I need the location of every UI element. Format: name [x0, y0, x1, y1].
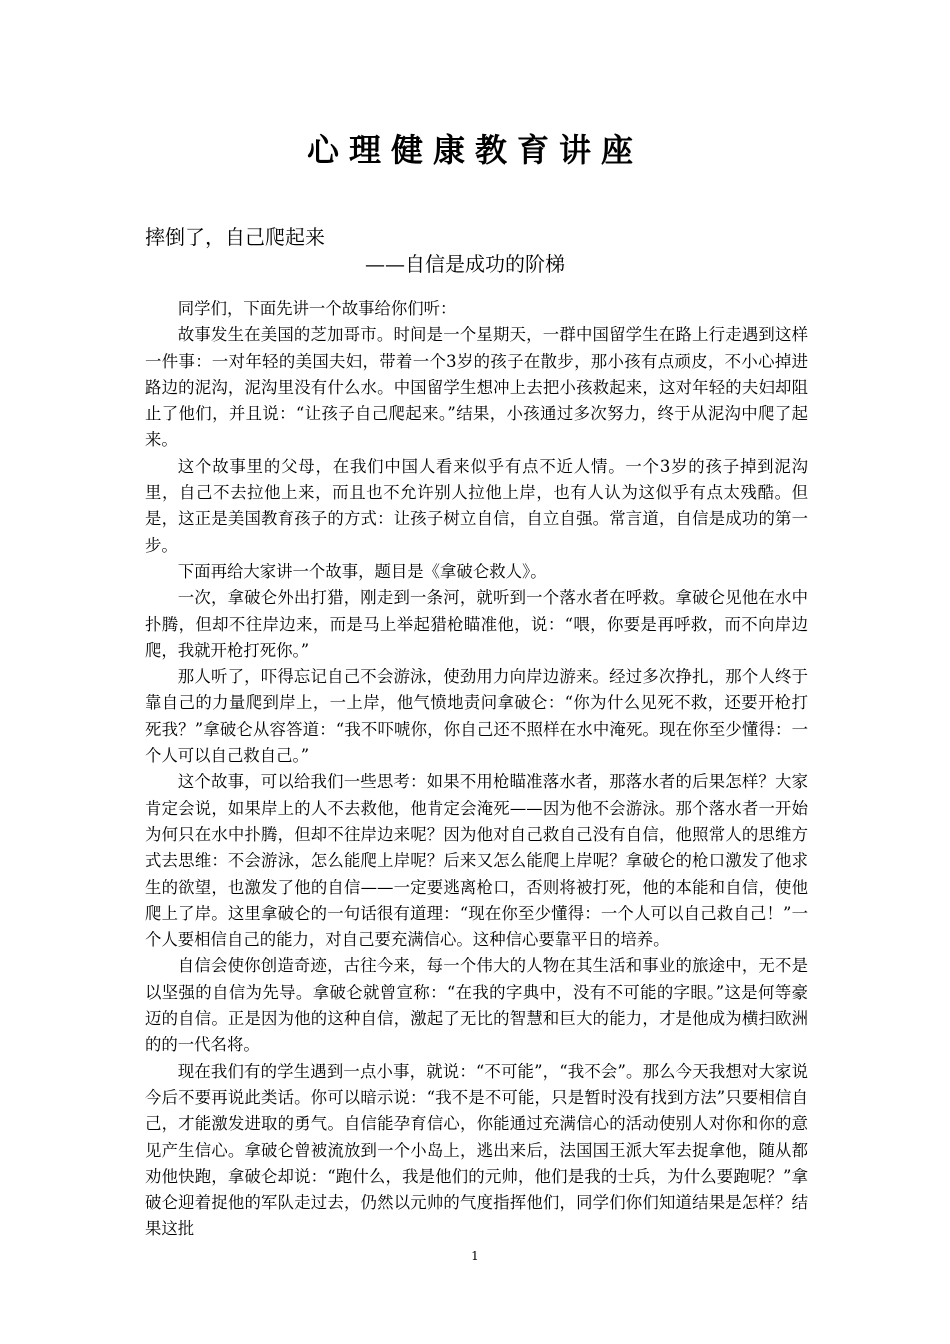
paragraph: 这个故事里的父母，在我们中国人看来似乎有点不近人情。一个3岁的孩子掉到泥沟里，自己不去拉他上来，而且也不允许别人拉他上岸，也有人认为这似乎有点太残酷。但是，这正是美国教育孩子的方式：让孩子树立自信，自立自强。常言道，自信是成功的第一步。 — [145, 456, 808, 555]
paragraph: 下面再给大家讲一个故事，题目是《拿破仑救人》。 — [177, 561, 547, 581]
paragraph: 这个故事，可以给我们一些思考：如果不用枪瞄准落水者，那落水者的后果怎样？大家肯定会说，如果岸上的人不去救他，他肯定会淹死——因为他不会游泳。那个落水者一开始为何只在水中扑腾，但却不往岸边来呢？因为他对自己救自己没有自信，他照常人的思维方式去思维：不会游泳，怎么能爬上岸呢？后来又怎么能爬上岸呢？拿破仑的枪口激发了他求生的欲望，也激发了他的自信——一定要逃离枪口，否则将被打死，他的本能和自信，使他爬上了岸。这里拿破仑的一句话很有道理：“现在你至少懂得：一个人可以自己救自己！”一个人要相信自己的能力，对自己要充满信心。这种信心要靠平日的培养。 — [145, 772, 808, 950]
document-body — [145, 296, 808, 1243]
paragraph: 现在我们有的学生遇到一点小事，就说：“不可能”，“我不会”。那么今天我想对大家说今后不要再说此类话。你可以暗示说：“我不是不可能，只是暂时没有找到方法”只要相信自己，才能激发进取的勇气。自信能孕育信心，你能通过充满信心的活动使别人对你和你的意见产生信心。拿破仑曾被流放到一个小岛上，逃出来后，法国国王派大军去捉拿他，随从都劝他快跑，拿破仑却说：“跑什么，我是他们的元帅，他们是我的士兵，为什么要跑呢？”拿破仑迎着捉他的军队走过去，仍然以元帅的气度指挥他们，同学们你们知道结果是怎样？结果这批 — [145, 1061, 808, 1239]
document-title: 心理健康教育讲座 — [306, 131, 643, 169]
paragraph: 故事发生在美国的芝加哥市。时间是一个星期天，一群中国留学生在路上行走遇到这样一件事：一对年轻的美国夫妇，带着一个3岁的孩子在散步，那小孩有点顽皮，不小心掉进路边的泥沟，泥沟里没有什么水。中国留学生想冲上去把小孩救起来，这对年轻的夫妇却阻止了他们，并且说：“让孩子自己爬起来。”结果，小孩通过多次努力，终于从泥沟中爬了起来。 — [145, 325, 808, 450]
paragraph: 自信会使你创造奇迹，古往今来，每一个伟大的人物在其生活和事业的旅途中，无不是以坚强的自信为先导。拿破仑就曾宣称：“在我的字典中，没有不可能的字眼。”这是何等豪迈的自信。正是因为他的这种自信，激起了无比的智慧和巨大的能力，才是他成为横扫欧洲的的一代名将。 — [145, 956, 808, 1055]
document-subtitle-sub: ——自信是成功的阶梯 — [365, 252, 565, 276]
document-subtitle: 摔倒了，自己爬起来 — [145, 225, 325, 249]
paragraph: 一次，拿破仑外出打猎，刚走到一条河，就听到一个落水者在呼救。拿破仑见他在水中扑腾，但却不往岸边来，而是马上举起猎枪瞄准他，说：“喂，你要是再呼救，而不向岸边爬，我就开枪打死你。” — [145, 588, 808, 660]
paragraph: 那人听了，吓得忘记自己不会游泳，使劲用力向岸边游来。经过多次挣扎，那个人终于靠自己的力量爬到岸上，一上岸，他气愤地责问拿破仑：“你为什么见死不救，还要开枪打死我？”拿破仑从容答道：“我不吓唬你，你自己还不照样在水中淹死。现在你至少懂得：一个人可以自己救自己。” — [145, 667, 808, 766]
page-number: 1 — [471, 1249, 479, 1263]
paragraph: 同学们，下面先讲一个故事给你们听： — [177, 299, 457, 318]
